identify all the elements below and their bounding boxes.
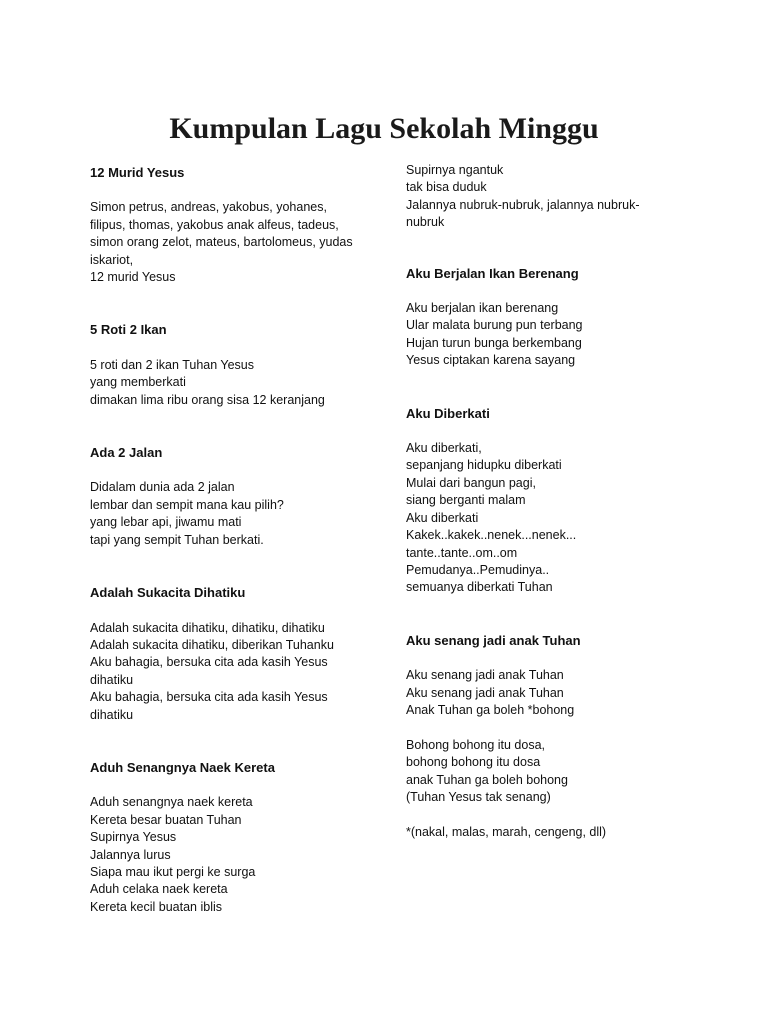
song-lyrics: [90, 479, 390, 549]
lyric-line: 12 murid Yesus: [90, 270, 176, 285]
lyric-line: Mulai dari bangun pagi,: [406, 475, 536, 490]
lyric-line: (Tuhan Yesus tak senang): [406, 789, 551, 804]
lyric-line: [406, 719, 706, 736]
song-block: [406, 265, 706, 370]
lyric-line: Ular malata burung pun terbang: [406, 318, 583, 333]
lyric-line: Didalam dunia ada 2 jalan: [90, 480, 235, 495]
lyric-line: Anak Tuhan ga boleh *bohong: [406, 702, 575, 717]
lyric-line: tak bisa duduk: [406, 180, 487, 195]
lyric-line: Aku senang jadi anak Tuhan: [406, 668, 564, 683]
lyric-line: Aku berjalan ikan berenang: [406, 301, 559, 316]
lyric-line: Adalah sukacita dihatiku, dihatiku, dihatiku: [90, 620, 325, 635]
song-lyrics: [406, 162, 706, 232]
lyric-line: yang memberkati: [90, 375, 186, 390]
document-title: Kumpulan Lagu Sekolah Minggu: [169, 112, 599, 146]
lyric-line: Supirnya ngantuk: [406, 163, 504, 177]
lyric-line: *(nakal, malas, marah, cengeng, dll): [406, 824, 607, 839]
song-block: [90, 164, 390, 286]
lyric-line: Aku senang jadi anak Tuhan: [406, 685, 564, 700]
song-lyrics: [406, 667, 706, 841]
song-lyrics: [90, 357, 390, 409]
lyric-line: filipus, thomas, yakobus anak alfeus, tadeus,: [90, 217, 339, 232]
lyric-line: Siapa mau ikut pergi ke surga: [90, 864, 256, 879]
lyric-line: dihatiku: [90, 672, 134, 687]
song-title: Adalah Sukacita Dihatiku: [90, 585, 246, 601]
lyric-line: siang berganti malam: [406, 493, 526, 508]
lyric-line: Aduh senangnya naek kereta: [90, 795, 253, 810]
lyric-line: semuanya diberkati Tuhan: [406, 580, 553, 595]
song-block: [406, 162, 706, 232]
song-block: [90, 584, 390, 724]
song-block: [90, 759, 390, 916]
lyric-line: Kereta kecil buatan iblis: [90, 899, 223, 914]
lyric-line: yang lebar api, jiwamu mati: [90, 515, 242, 530]
lyric-line: [406, 806, 706, 823]
lyric-line: Simon petrus, andreas, yakobus, yohanes,: [90, 200, 327, 215]
lyric-line: Aduh celaka naek kereta: [90, 882, 228, 897]
song-block: [406, 405, 706, 597]
lyric-line: Yesus ciptakan karena sayang: [406, 353, 576, 368]
lyric-line: Bohong bohong itu dosa,: [406, 737, 546, 752]
lyric-line: simon orang zelot, mateus, bartolomeus, yudas: [90, 235, 353, 250]
song-lyrics: [90, 199, 390, 286]
lyric-line: tapi yang sempit Tuhan berkati.: [90, 532, 264, 547]
lyric-line: Kereta besar buatan Tuhan: [90, 812, 242, 827]
lyric-line: 5 roti dan 2 ikan Tuhan Yesus: [90, 357, 255, 372]
lyric-line: iskariot,: [90, 252, 134, 267]
lyric-line: Jalannya nubruk-nubruk, jalannya nubruk-: [406, 197, 640, 212]
lyric-line: Hujan turun bunga berkembang: [406, 335, 582, 350]
song-title: Ada 2 Jalan: [90, 445, 163, 461]
lyric-line: Supirnya Yesus: [90, 830, 177, 845]
lyric-line: lembar dan sempit mana kau pilih?: [90, 497, 284, 512]
song-block: [406, 632, 706, 841]
lyric-line: dihatiku: [90, 707, 134, 722]
lyric-line: bohong bohong itu dosa: [406, 755, 541, 770]
song-title: Aku Diberkati: [406, 405, 490, 421]
lyric-line: nubruk: [406, 215, 445, 230]
song-lyrics: [406, 300, 706, 370]
song-title: Aku senang jadi anak Tuhan: [406, 632, 581, 648]
left-column: [90, 164, 390, 916]
right-column: [406, 162, 706, 841]
song-lyrics: [90, 794, 390, 916]
song-block: [90, 444, 390, 549]
song-title: Aku Berjalan Ikan Berenang: [406, 265, 579, 281]
lyric-line: Aku diberkati,: [406, 441, 482, 456]
song-lyrics: [90, 620, 390, 724]
song-title: 5 Roti 2 Ikan: [90, 322, 167, 338]
song-title: Aduh Senangnya Naek Kereta: [90, 759, 275, 775]
lyric-line: Adalah sukacita dihatiku, diberikan Tuhanku: [90, 637, 334, 652]
lyric-line: Aku bahagia, bersuka cita ada kasih Yesus: [90, 690, 328, 705]
lyric-line: Pemudanya..Pemudinya..: [406, 562, 550, 577]
lyric-line: anak Tuhan ga boleh bohong: [406, 772, 568, 787]
lyric-line: sepanjang hidupku diberkati: [406, 458, 562, 473]
song-block: [90, 321, 390, 409]
lyric-line: Kakek..kakek..nenek...nenek...: [406, 528, 577, 543]
song-lyrics: [406, 440, 706, 597]
lyric-line: Aku diberkati: [406, 510, 479, 525]
lyric-line: tante..tante..om..om: [406, 545, 518, 560]
lyric-line: Jalannya lurus: [90, 847, 171, 862]
song-title: 12 Murid Yesus: [90, 165, 185, 180]
lyric-line: dimakan lima ribu orang sisa 12 keranjang: [90, 392, 325, 407]
lyric-line: Aku bahagia, bersuka cita ada kasih Yesus: [90, 655, 328, 670]
